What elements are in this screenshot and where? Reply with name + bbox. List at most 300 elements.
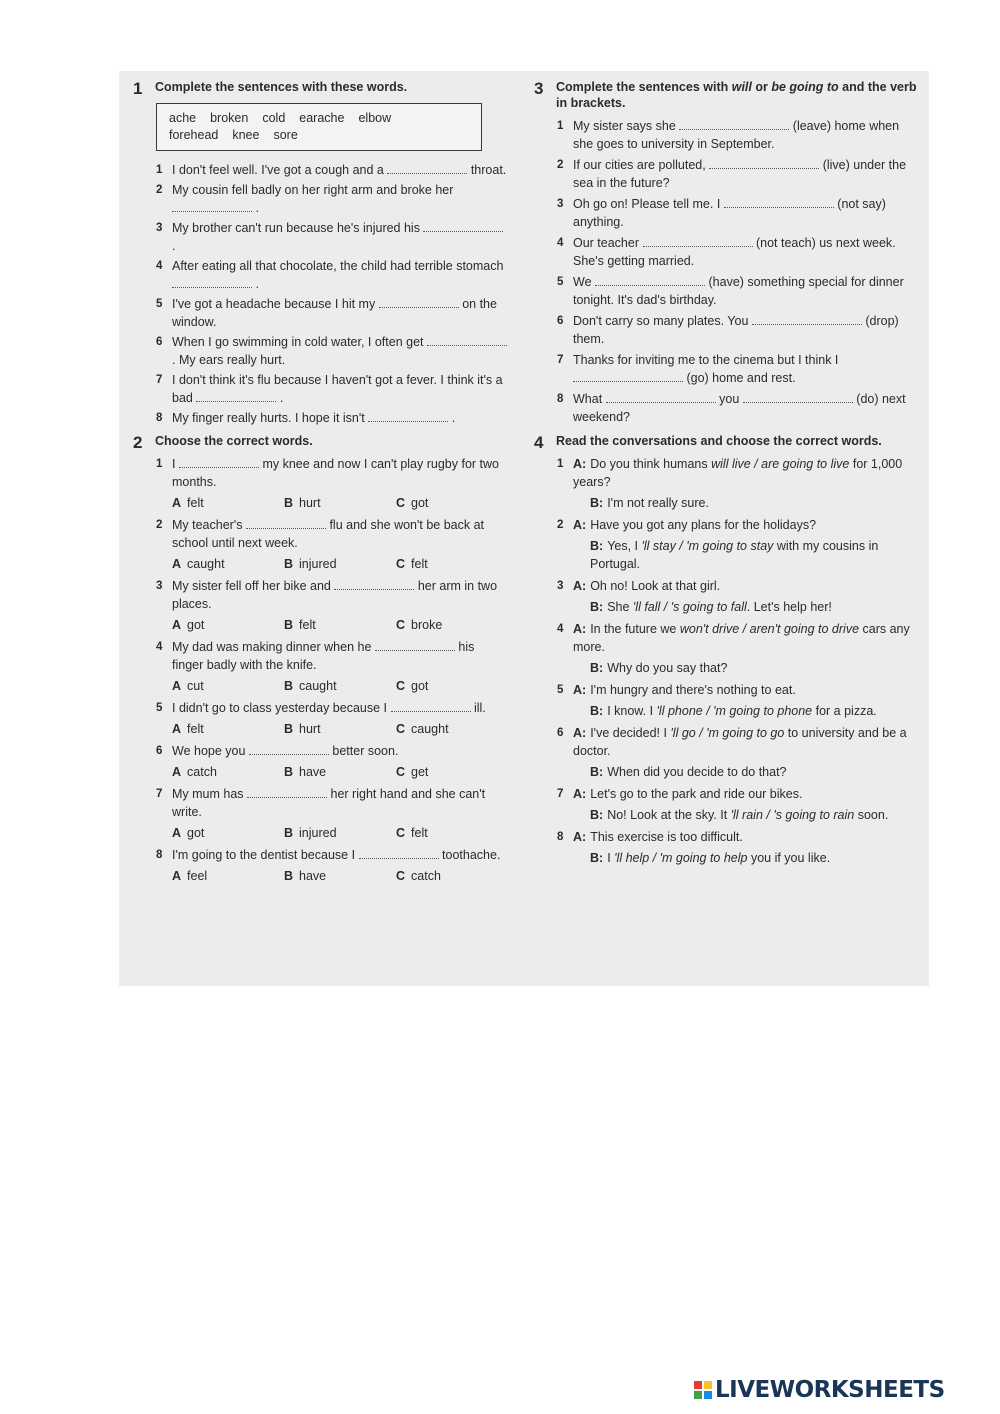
item-text-after: flu and she won't be back at school until next week. [172, 518, 485, 550]
exercise-1-item [133, 371, 508, 407]
left-column [133, 79, 508, 889]
answer-option[interactable] [396, 720, 508, 738]
speaker-a: A: [573, 579, 587, 593]
exercise-4-line-b [534, 702, 919, 720]
answer-option[interactable] [284, 677, 396, 695]
choice-options[interactable]: 'll phone / 'm going to phone [656, 704, 813, 718]
item-text-before: I don't think it's flu because I haven't got a fever. I think it's a bad [172, 373, 503, 405]
exercise-1-number: 1 [133, 79, 143, 98]
line-text: Do you think humans [590, 457, 712, 471]
line-text: you if you like. [747, 851, 831, 865]
answer-option[interactable] [172, 763, 284, 781]
speaker-b: B: [590, 851, 604, 865]
item-number: 8 [156, 412, 163, 424]
exercise-2-item [133, 785, 508, 821]
item-text-before: After eating all that chocolate, the child had terrible stomach [172, 259, 504, 273]
item-text-after: her arm in two places. [172, 579, 498, 611]
answer-option[interactable] [284, 720, 396, 738]
answer-blank[interactable] [643, 236, 753, 247]
answer-blank[interactable] [391, 701, 471, 712]
answer-options [133, 763, 508, 781]
option-letter: A [172, 722, 182, 736]
exercise-4-line-b [534, 537, 919, 573]
answer-option[interactable] [284, 763, 396, 781]
item-number: 7 [156, 788, 163, 800]
choice-options[interactable]: 'll stay / 'm going to stay [641, 539, 774, 553]
exercise-2-item [133, 455, 508, 491]
exercise-2-number: 2 [133, 433, 143, 452]
line-text: I'm not really sure. [607, 496, 709, 510]
line-text: This exercise is too difficult. [590, 830, 743, 844]
item-text-before: I've got a headache because I hit my [172, 297, 376, 311]
item-text-before: My finger really hurts. I hope it isn't [172, 411, 365, 425]
speaker-a: A: [573, 787, 587, 801]
speaker-a: A: [573, 518, 587, 532]
item-number: 6 [557, 315, 564, 327]
answer-option[interactable] [284, 824, 396, 842]
item-number: 8 [557, 831, 564, 843]
item-text-before: My sister fell off her bike and [172, 579, 331, 593]
item-number: 4 [156, 641, 163, 653]
item-text-before: What [573, 392, 603, 406]
option-letter: B [284, 496, 294, 510]
exercise-1-item [133, 333, 508, 369]
line-text: Have you got any plans for the holidays? [590, 518, 817, 532]
logo-square [694, 1391, 702, 1399]
item-number: 1 [557, 120, 564, 132]
line-text: She [607, 600, 633, 614]
line-text: Oh no! Look at that girl. [590, 579, 721, 593]
option-text: injured [299, 826, 337, 840]
answer-option[interactable] [396, 763, 508, 781]
line-text: I [607, 851, 615, 865]
item-number: 3 [557, 580, 564, 592]
exercise-3-number: 3 [534, 79, 544, 98]
item-number: 4 [156, 260, 163, 272]
exercise-2-heading [133, 433, 508, 452]
option-letter: C [396, 557, 406, 571]
item-number: 3 [557, 198, 564, 210]
speaker-b: B: [590, 496, 604, 510]
item-number: 6 [156, 336, 163, 348]
item-number: 8 [156, 849, 163, 861]
exercise-2-item [133, 638, 508, 674]
option-letter: C [396, 722, 406, 736]
item-text-middle: you [719, 392, 740, 406]
item-text-before: My sister says she [573, 119, 676, 133]
item-text-before: Our teacher [573, 236, 640, 250]
item-text-before: I don't feel well. I've got a cough and a [172, 163, 384, 177]
option-text: caught [187, 557, 225, 571]
exercise-4-line-a [534, 785, 919, 803]
item-number: 2 [156, 184, 163, 196]
line-text: for a pizza. [812, 704, 877, 718]
answer-blank[interactable] [246, 518, 326, 529]
exercise-3-title-c: and the verb in brackets. [556, 80, 917, 110]
option-letter: B [284, 679, 294, 693]
exercise-3-title-will: will [731, 80, 752, 94]
item-number: 1 [557, 458, 564, 470]
item-number: 7 [156, 374, 163, 386]
item-text-after: (not teach) us next week. She's getting married. [573, 236, 896, 268]
word-box [156, 103, 482, 151]
answer-options [133, 555, 508, 573]
exercise-4-line-a [534, 681, 919, 699]
option-text: felt [187, 722, 204, 736]
exercise-3-item [534, 117, 919, 153]
answer-option[interactable] [284, 616, 396, 634]
answer-blank[interactable] [724, 197, 834, 208]
answer-option[interactable] [396, 867, 508, 885]
option-text: cut [187, 679, 204, 693]
choice-options[interactable]: 'll go / 'm going to go [670, 726, 785, 740]
item-text-before: I [172, 457, 176, 471]
answer-blank[interactable] [368, 411, 448, 422]
option-text: catch [187, 765, 217, 779]
logo-square [704, 1391, 712, 1399]
answer-option[interactable] [396, 677, 508, 695]
item-number: 8 [557, 393, 564, 405]
item-text-before: My cousin fell badly on her right arm and broke her [172, 183, 454, 197]
item-text-after: her right hand and she can't write. [172, 787, 486, 819]
answer-options [133, 867, 508, 885]
word-box-word: knee [232, 128, 260, 142]
word-box-word: sore [273, 128, 298, 142]
option-letter: B [284, 869, 294, 883]
answer-blank[interactable] [172, 277, 252, 288]
item-number: 5 [156, 702, 163, 714]
answer-options [133, 677, 508, 695]
choice-options[interactable]: won't drive / aren't going to drive [679, 622, 860, 636]
line-text: Yes, I [607, 539, 642, 553]
exercise-4-line-b [534, 806, 919, 824]
option-letter: C [396, 679, 406, 693]
line-text: . Let's help her! [746, 600, 832, 614]
item-text-before: My mum has [172, 787, 244, 801]
answer-options [133, 494, 508, 512]
item-text-before: I didn't go to class yesterday because I [172, 701, 388, 715]
item-text-after: . [451, 411, 456, 425]
logo-square [694, 1381, 702, 1389]
item-text-before: Don't carry so many plates. You [573, 314, 749, 328]
option-letter: C [396, 869, 406, 883]
item-text-after: on the window. [172, 297, 497, 329]
item-text-after: . [255, 201, 259, 215]
answer-blank[interactable] [743, 392, 853, 403]
item-text-before: Oh go on! Please tell me. I [573, 197, 721, 211]
exercise-4-title: Read the conversations and choose the correct words. [556, 434, 882, 448]
item-number: 2 [156, 519, 163, 531]
speaker-b: B: [590, 765, 604, 779]
exercise-2-item [133, 516, 508, 552]
speaker-b: B: [590, 600, 604, 614]
item-text-after: . [255, 277, 259, 291]
answer-options [133, 720, 508, 738]
exercise-1-title: Complete the sentences with these words. [155, 80, 408, 94]
exercise-4-number: 4 [534, 433, 544, 452]
exercise-3-item [534, 195, 919, 231]
item-text-after: . My ears really hurt. [172, 353, 286, 367]
answer-blank[interactable] [427, 335, 507, 346]
speaker-a: A: [573, 457, 587, 471]
answer-option[interactable] [172, 720, 284, 738]
item-number: 3 [156, 222, 163, 234]
item-number: 2 [557, 519, 564, 531]
exercise-4-line-b [534, 598, 919, 616]
line-text: to university and be a doctor. [573, 726, 907, 758]
item-text-before: My brother can't run because he's injured his [172, 221, 420, 235]
line-text: I'm hungry and there's nothing to eat. [590, 683, 796, 697]
item-text-before: My teacher's [172, 518, 243, 532]
option-letter: A [172, 826, 182, 840]
answer-option[interactable] [284, 555, 396, 573]
exercise-1-heading [133, 79, 508, 98]
item-number: 5 [557, 684, 564, 696]
answer-option[interactable] [172, 677, 284, 695]
line-text: cars any more. [573, 622, 910, 654]
answer-blank[interactable] [709, 158, 819, 169]
option-text: hurt [299, 496, 321, 510]
exercise-1-item [133, 161, 508, 179]
answer-blank[interactable] [379, 297, 459, 308]
choice-options[interactable]: will live / are going to live [711, 457, 850, 471]
exercise-3-heading [534, 79, 919, 111]
answer-blank[interactable] [423, 221, 503, 232]
exercise-3-title-a: Complete the sentences with [556, 80, 732, 94]
item-text-before: I'm going to the dentist because I [172, 848, 356, 862]
word-box-word: elbow [358, 111, 392, 125]
word-box-word: cold [262, 111, 286, 125]
exercise-3-item [534, 390, 919, 426]
exercise-3-item [534, 351, 919, 387]
option-letter: A [172, 765, 182, 779]
line-text: When did you decide to do that? [607, 765, 787, 779]
answer-option[interactable] [284, 494, 396, 512]
option-letter: C [396, 618, 406, 632]
option-text: feel [187, 869, 208, 883]
word-box-word: earache [299, 111, 345, 125]
item-text-before: Thanks for inviting me to the cinema but I think I [573, 353, 839, 367]
answer-option[interactable] [172, 555, 284, 573]
speaker-a: A: [573, 622, 587, 636]
exercise-2-item [133, 742, 508, 760]
worksheet-page [119, 71, 929, 986]
exercise-4-line-a [534, 516, 919, 534]
item-text-after: toothache. [442, 848, 501, 862]
item-text-after: . [279, 391, 284, 405]
line-text: In the future we [590, 622, 680, 636]
exercise-4-line-b [534, 494, 919, 512]
exercise-2-item [133, 699, 508, 717]
item-number: 1 [156, 458, 163, 470]
exercise-4-line-a [534, 828, 919, 846]
item-number: 7 [557, 788, 564, 800]
option-text: felt [299, 618, 316, 632]
answer-option[interactable] [396, 824, 508, 842]
option-letter: B [284, 826, 294, 840]
line-text: for 1,000 years? [573, 457, 903, 489]
exercise-2-list [133, 455, 508, 885]
answer-blank[interactable] [359, 848, 439, 859]
exercise-3-title-going: be going to [771, 80, 839, 94]
exercise-3-item [534, 312, 919, 348]
item-text-before: We hope you [172, 744, 246, 758]
option-letter: B [284, 557, 294, 571]
option-letter: C [396, 765, 406, 779]
option-text: felt [187, 496, 204, 510]
answer-option[interactable] [172, 867, 284, 885]
option-text: caught [411, 722, 449, 736]
answer-blank[interactable] [606, 392, 716, 403]
choice-options[interactable]: 'll rain / 's going to rain [730, 808, 855, 822]
option-letter: A [172, 679, 182, 693]
line-text: I know. I [607, 704, 657, 718]
answer-blank[interactable] [679, 119, 789, 130]
option-text: got [411, 496, 429, 510]
answer-blank[interactable] [334, 579, 414, 590]
option-text: have [299, 869, 327, 883]
item-text-after: throat. [470, 163, 507, 177]
item-text-after: (live) under the sea in the future? [573, 158, 907, 190]
option-text: got [411, 679, 429, 693]
word-box-word: broken [210, 111, 249, 125]
speaker-b: B: [590, 539, 604, 553]
option-letter: C [396, 496, 406, 510]
word-box-word: forehead [169, 128, 219, 142]
answer-options [133, 616, 508, 634]
exercise-4-line-b [534, 849, 919, 867]
item-number: 4 [557, 623, 564, 635]
exercise-4-heading [534, 433, 919, 452]
item-text-before: When I go swimming in cold water, I often get [172, 335, 424, 349]
exercise-4-line-a [534, 577, 919, 595]
item-text-before: We [573, 275, 592, 289]
option-text: got [187, 826, 205, 840]
answer-blank[interactable] [595, 275, 705, 286]
answer-option[interactable] [284, 867, 396, 885]
item-text-after: better soon. [332, 744, 399, 758]
answer-blank[interactable] [573, 371, 683, 382]
exercise-3-title-b: or [751, 80, 772, 94]
item-number: 4 [557, 237, 564, 249]
option-text: broke [411, 618, 443, 632]
item-text-after: ill. [473, 701, 486, 715]
option-letter: A [172, 496, 182, 510]
item-text-before: My dad was making dinner when he [172, 640, 372, 654]
exercise-3-list [534, 117, 919, 426]
item-number: 2 [557, 159, 564, 171]
word-box-word: ache [169, 111, 197, 125]
exercise-4-line-b [534, 659, 919, 677]
answer-option[interactable] [172, 494, 284, 512]
answer-blank[interactable] [752, 314, 862, 325]
option-text: catch [411, 869, 441, 883]
exercise-1-item [133, 295, 508, 331]
item-text-after: (leave) home when she goes to university in September. [573, 119, 900, 151]
option-text: caught [299, 679, 337, 693]
exercise-1-list [133, 161, 508, 427]
right-column [534, 79, 919, 871]
line-text: Why do you say that? [607, 661, 728, 675]
option-letter: B [284, 618, 294, 632]
liveworksheets-logo [694, 1377, 945, 1403]
speaker-a: A: [573, 683, 587, 697]
answer-blank[interactable] [196, 391, 276, 402]
item-number: 5 [156, 298, 163, 310]
exercise-1-item [133, 409, 508, 427]
exercise-4-line-b [534, 763, 919, 781]
exercise-3-item [534, 234, 919, 270]
choice-options[interactable]: 'll help / 'm going to help [614, 851, 748, 865]
answer-options [133, 824, 508, 842]
exercise-4-line-a [534, 620, 919, 656]
answer-option[interactable] [172, 616, 284, 634]
exercise-3-item [534, 156, 919, 192]
option-text: have [299, 765, 327, 779]
item-text-after: his finger badly with the knife. [172, 640, 475, 672]
exercise-1-item [133, 219, 508, 255]
item-text-after: (have) something special for dinner tonight. It's dad's birthday. [573, 275, 904, 307]
answer-blank[interactable] [179, 457, 259, 468]
option-letter: B [284, 765, 294, 779]
speaker-b: B: [590, 661, 604, 675]
item-text-after: my knee and now I can't play rugby for two months. [172, 457, 499, 489]
item-text-after: (not say) anything. [573, 197, 886, 229]
line-text: No! Look at the sky. It [607, 808, 731, 822]
option-letter: C [396, 826, 406, 840]
answer-option[interactable] [396, 494, 508, 512]
speaker-a: A: [573, 726, 587, 740]
option-letter: A [172, 557, 182, 571]
exercise-4-list [534, 455, 919, 867]
exercise-1-item [133, 257, 508, 293]
choice-options[interactable]: 'll fall / 's going to fall [632, 600, 747, 614]
answer-blank[interactable] [375, 640, 455, 651]
answer-option[interactable] [172, 824, 284, 842]
answer-blank[interactable] [387, 163, 467, 174]
exercise-4-line-a [534, 724, 919, 760]
item-number: 6 [557, 727, 564, 739]
line-text: Let's go to the park and ride our bikes. [590, 787, 803, 801]
logo-square [704, 1381, 712, 1389]
item-text-before: If our cities are polluted, [573, 158, 706, 172]
option-letter: B [284, 722, 294, 736]
answer-blank[interactable] [249, 744, 329, 755]
option-letter: A [172, 618, 182, 632]
speaker-b: B: [590, 704, 604, 718]
exercise-2-item [133, 577, 508, 613]
logo-mark-icon [694, 1381, 712, 1399]
option-text: get [411, 765, 429, 779]
item-number: 7 [557, 354, 564, 366]
option-text: felt [411, 557, 428, 571]
line-text: with my cousins in Portugal. [590, 539, 879, 571]
exercise-3-item [534, 273, 919, 309]
item-text-after: (drop) them. [573, 314, 899, 346]
option-letter: A [172, 869, 182, 883]
item-text-after: . [172, 239, 176, 253]
option-text: hurt [299, 722, 321, 736]
option-text: injured [299, 557, 337, 571]
exercise-2-item [133, 846, 508, 864]
item-text-after: (go) home and rest. [686, 371, 796, 385]
answer-option[interactable] [396, 616, 508, 634]
answer-blank[interactable] [172, 201, 252, 212]
speaker-a: A: [573, 830, 587, 844]
exercise-1-item [133, 181, 508, 217]
answer-option[interactable] [396, 555, 508, 573]
answer-blank[interactable] [247, 787, 327, 798]
